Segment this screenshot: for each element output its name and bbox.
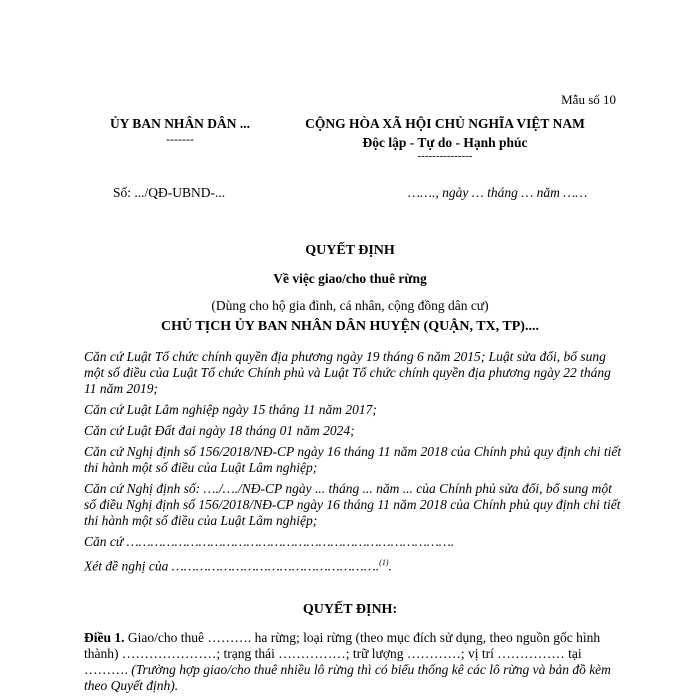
motto-underline: --------------- [417, 150, 473, 162]
decision-heading: QUYẾT ĐỊNH: [302, 602, 398, 617]
proposal-line [84, 555, 624, 575]
legal-bases [84, 349, 624, 580]
legal-basis: Căn cứ Nghị định số 156/2018/NĐ-CP ngày 16 tháng 11 năm 2018 của Chính phủ quy định chi tiết thi hành một số điều của Luật Lâm nghiệp; [84, 444, 622, 475]
legal-basis: Căn cứ Luật Lâm nghiệp ngày 15 tháng 11 năm 2017; [84, 402, 377, 417]
form-number: Mẫu số 10 [561, 92, 616, 107]
article-1-text: Giao/cho thuê ………. ha rừng; loại rừng (theo mục đích sử dụng, theo nguồn gốc hình thành) …………………; trạng thái ……………; trữ lượng …………; vị trí …………… tại ………. [84, 630, 601, 677]
proposal-text: Xét đề nghị của ……………………………………………. [84, 558, 380, 574]
issuing-authority: ỦY BAN NHÂN DÂN ... [109, 116, 251, 131]
authority-underline: ------- [166, 132, 194, 146]
footnote-marker: (1) [379, 558, 389, 567]
legal-basis: Căn cứ Luật Tổ chức chính quyền địa phương ngày 19 tháng 6 năm 2015; Luật sửa đổi, bổ sung một số điều của Luật Tổ chức Chính phủ và Luật Tổ chức chính quyền địa phương ngày 22 tháng 11 năm 2019; [84, 349, 611, 396]
chairman-heading: CHỦ TỊCH ỦY BAN NHÂN DÂN HUYỆN (QUẬN, TX, TP).... [161, 319, 539, 334]
legal-basis: Căn cứ Luật Đất đai ngày 18 tháng 01 năm 2024; [84, 423, 355, 438]
document-title: QUYẾT ĐỊNH [305, 243, 395, 258]
legal-basis: Căn cứ ………………………………………………………………………. [84, 534, 455, 549]
document-date: ……., ngày … tháng … năm …… [408, 185, 588, 200]
national-motto: Độc lập - Tự do - Hạnh phúc [362, 135, 528, 150]
article-1 [84, 630, 624, 694]
document-subtitle: Về việc giao/cho thuê rừng [273, 271, 427, 286]
document-number: Số: .../QĐ-UBND-... [113, 185, 226, 200]
usage-note: (Dùng cho hộ gia đình, cá nhân, cộng đồng dân cư) [211, 298, 489, 313]
legal-basis: Căn cứ Nghị định số: …./…./NĐ-CP ngày ... tháng ... năm ... của Chính phủ sửa đổi, bổ sung một số điều Nghị định số 156/2018/NĐ-CP ngày 16 tháng 11 năm 2018 của Chính phủ quy định chi tiết thi hành một số điều của Luật Lâm nghiệp; [84, 481, 621, 528]
article-1-label: Điều 1. [84, 630, 125, 645]
country-name: CỘNG HÒA XÃ HỘI CHỦ NGHĨA VIỆT NAM [305, 116, 585, 131]
proposal-end: . [388, 558, 392, 574]
article-1-note: (Trường hợp giao/cho thuê nhiều lô rừng thì có biểu thống kê các lô rừng và bản đồ kèm theo Quyết định). [84, 662, 611, 693]
